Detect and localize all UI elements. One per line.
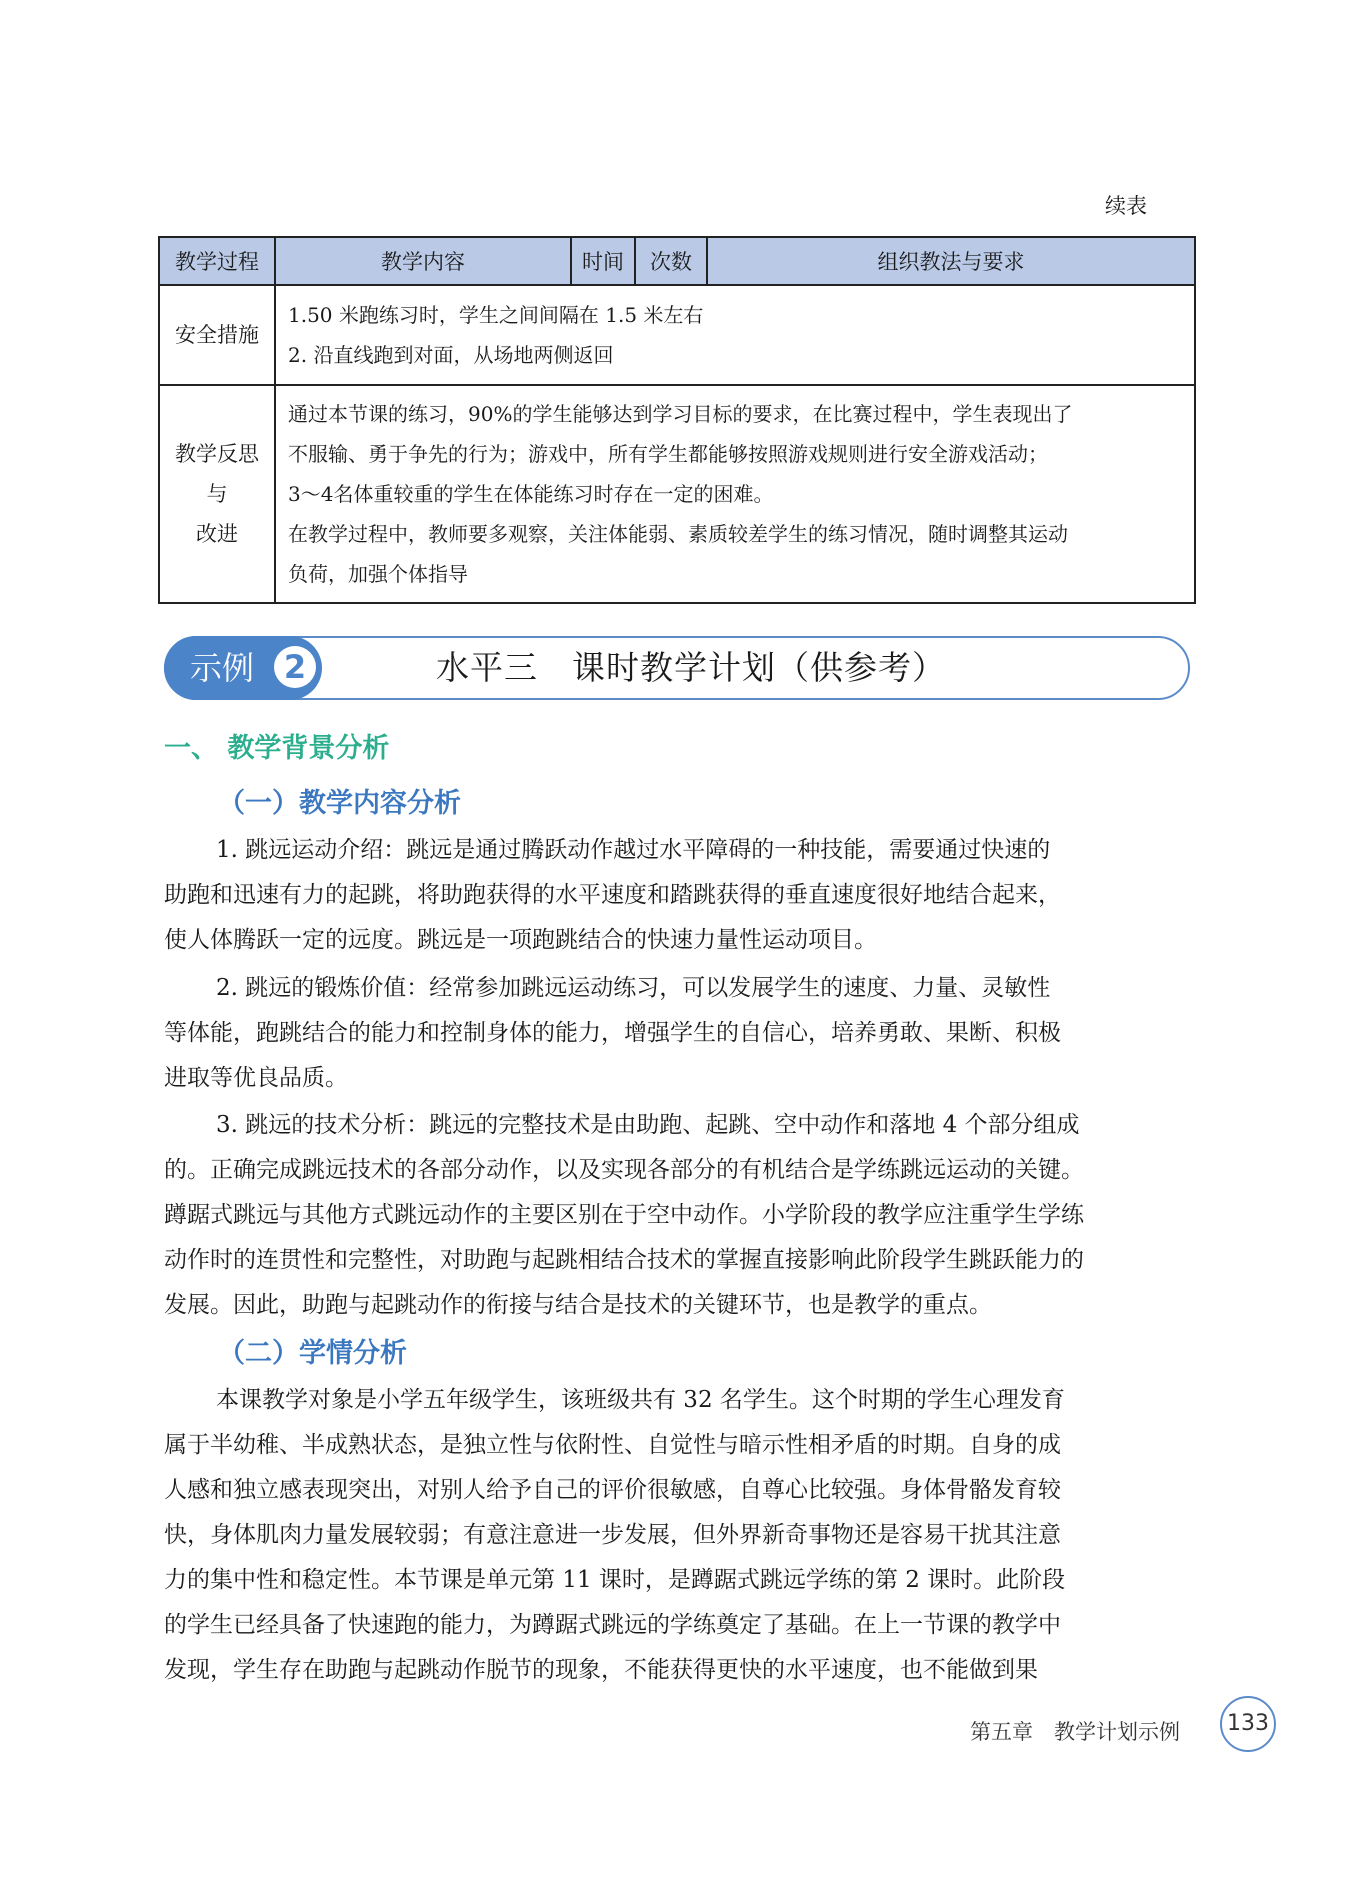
safety-line: 1.50 米跑练习时，学生之间间隔在 1.5 米左右	[288, 303, 704, 327]
safety-line: 2. 沿直线跑到对面，从场地两侧返回	[288, 343, 614, 367]
paragraph-line: 本课教学对象是小学五年级学生，该班级共有 32 名学生。这个时期的学生心理发育	[216, 1387, 1065, 1413]
example-number: 2	[274, 646, 316, 688]
reflection-line: 不服输、勇于争先的行为；游戏中，所有学生都能够按照游戏规则进行安全游戏活动；	[288, 442, 1048, 466]
reflection-line: 负荷，加强个体指导	[288, 562, 468, 586]
paragraph-line: 助跑和迅速有力的起跳，将助跑获得的水平速度和踏跳获得的垂直速度很好地结合起来，	[164, 882, 1061, 908]
page-number: 133	[1220, 1696, 1276, 1752]
paragraph-line: 进取等优良品质。	[164, 1065, 348, 1091]
reflection-label-line: 教学反思	[175, 442, 259, 466]
continued-label: 续表	[1105, 194, 1147, 218]
paragraph-line: 蹲踞式跳远与其他方式跳远动作的主要区别在于空中动作。小学阶段的教学应注重学生学练	[164, 1202, 1084, 1228]
subsection-title-content: （一）教学内容分析	[218, 788, 461, 819]
paragraph-line: 动作时的连贯性和完整性，对助跑与起跳相结合技术的掌握直接影响此阶段学生跳跃能力的	[164, 1247, 1084, 1273]
paragraph-value	[164, 966, 1188, 1101]
reflection-line: 通过本节课的练习，90%的学生能够达到学习目标的要求，在比赛过程中，学生表现出了	[288, 402, 1073, 426]
table-header-row	[159, 237, 1195, 285]
paragraph-intro	[164, 828, 1188, 963]
paragraph-line: 属于半幼稚、半成熟状态，是独立性与依附性、自觉性与暗示性相矛盾的时期。自身的成	[164, 1432, 1061, 1458]
example-label: 示例	[190, 649, 255, 687]
row-content-reflection	[275, 385, 1195, 603]
banner-title: 水平三 课时教学计划（供参考）	[436, 648, 946, 687]
lesson-table	[158, 236, 1196, 604]
header-content: 教学内容	[275, 237, 571, 285]
table-row-reflection	[159, 385, 1195, 603]
example-banner	[164, 636, 1190, 700]
paragraph-line: 3. 跳远的技术分析：跳远的完整技术是由助跑、起跳、空中动作和落地 4 个部分组成	[216, 1112, 1080, 1138]
header-time: 时间	[571, 237, 635, 285]
paragraph-line: 的。正确完成跳远技术的各部分动作，以及实现各部分的有机结合是学练跳远运动的关键。	[164, 1157, 1084, 1183]
reflection-line: 在教学过程中，教师要多观察，关注体能弱、素质较差学生的练习情况，随时调整其运动	[288, 522, 1068, 546]
paragraph-line: 的学生已经具备了快速跑的能力，为蹲踞式跳远的学练奠定了基础。在上一节课的教学中	[164, 1612, 1061, 1638]
paragraph-line: 人感和独立感表现突出，对别人给予自己的评价很敏感，自尊心比较强。身体骨骼发育较	[164, 1477, 1061, 1503]
footer-chapter: 第五章 教学计划示例	[970, 1720, 1180, 1744]
row-label-safety: 安全措施	[159, 285, 275, 385]
header-process: 教学过程	[159, 237, 275, 285]
reflection-label-line: 与	[206, 482, 228, 506]
paragraph-line: 2. 跳远的锻炼价值：经常参加跳远运动练习，可以发展学生的速度、力量、灵敏性	[216, 975, 1051, 1001]
row-content-safety	[275, 285, 1195, 385]
reflection-label-line: 改进	[196, 522, 238, 546]
subsection-title-students: （二）学情分析	[218, 1338, 407, 1369]
paragraph-line: 使人体腾跃一定的远度。跳远是一项跑跳结合的快速力量性运动项目。	[164, 927, 877, 953]
example-pill	[164, 636, 322, 700]
paragraph-students	[164, 1378, 1188, 1693]
table-row-safety	[159, 285, 1195, 385]
paragraph-line: 快，身体肌肉力量发展较弱；有意注意进一步发展，但外界新奇事物还是容易干扰其注意	[164, 1522, 1061, 1548]
paragraph-line: 发现，学生存在助跑与起跳动作脱节的现象，不能获得更快的水平速度，也不能做到果	[164, 1657, 1038, 1683]
header-method: 组织教法与要求	[707, 237, 1195, 285]
reflection-line: 3～4名体重较重的学生在体能练习时存在一定的困难。	[288, 482, 774, 506]
row-label-reflection	[159, 385, 275, 603]
paragraph-line: 1. 跳远运动介绍：跳远是通过腾跃动作越过水平障碍的一种技能，需要通过快速的	[216, 837, 1051, 863]
header-count: 次数	[635, 237, 707, 285]
section-title-background: 一、 教学背景分析	[164, 733, 390, 764]
paragraph-technique	[164, 1103, 1188, 1328]
paragraph-line: 力的集中性和稳定性。本节课是单元第 11 课时，是蹲踞式跳远学练的第 2 课时。此阶段	[164, 1567, 1066, 1593]
paragraph-line: 发展。因此，助跑与起跳动作的衔接与结合是技术的关键环节，也是教学的重点。	[164, 1292, 992, 1318]
paragraph-line: 等体能，跑跳结合的能力和控制身体的能力，增强学生的自信心，培养勇敢、果断、积极	[164, 1020, 1061, 1046]
